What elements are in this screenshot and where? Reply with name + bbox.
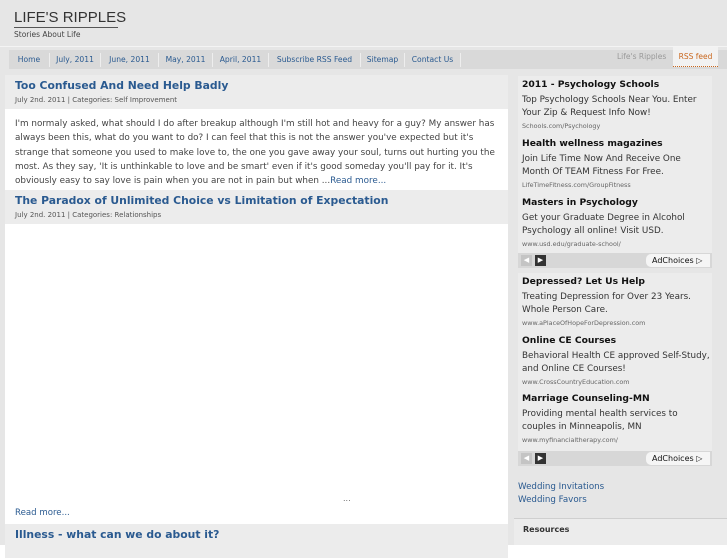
post-header [5,190,508,224]
post-title-link[interactable]: The Paradox of Unlimited Choice vs Limitation of Expectation [15,194,389,207]
nav-item-july-2011[interactable]: July, 2011 [56,55,94,64]
resources-title: Resources [523,525,570,534]
ad-unit[interactable] [522,335,710,386]
ad-footer [518,253,712,268]
ad-next-icon[interactable]: ▶ [535,453,546,464]
post-title-link[interactable]: Too Confused And Need Help Badly [15,79,229,92]
ad-text: Behavioral Health CE approved Self-Study, and Online CE Courses! [522,351,710,374]
ad-unit[interactable] [522,79,710,130]
ad-text: Get your Graduate Degree in Alcohol Psychology all online! Visit USD. [522,213,685,236]
ad-prev-icon[interactable]: ◀ [521,255,532,266]
post-meta: July 2nd. 2011 | Categories: Self Improvement [15,96,178,104]
resources-section [514,518,727,545]
sidebar-link-wedding-favors[interactable]: Wedding Favors [518,495,587,505]
nav-item-april-2011[interactable]: April, 2011 [219,55,262,64]
site-header [0,0,727,46]
site-title[interactable]: LIFE'S RIPPLES [14,9,127,26]
adchoices-label: AdChoices [652,256,694,265]
read-more-link[interactable]: Read more... [330,176,387,187]
post-meta: July 2nd. 2011 | Categories: Relationships [15,211,162,219]
nav-item-subscribe-rss[interactable]: Subscribe RSS Feed [276,55,353,64]
ad-unit[interactable] [522,138,710,189]
ad-text: Join Life Time Now And Receive One Month Of TEAM Fitness For Free. [522,154,681,177]
adchoices-label: AdChoices [652,454,694,463]
ad-text: Treating Depression for Over 23 Years. Whole Person Care. [522,292,691,315]
post-ellipsis: ... [343,494,351,503]
read-more-link[interactable]: Read more... [15,508,70,518]
adchoices-icon: ▷ [696,256,703,265]
ad-title[interactable]: Online CE Courses [522,335,617,346]
adchoices-button[interactable] [646,452,710,465]
ad-title[interactable]: Masters in Psychology [522,197,638,208]
ad-unit[interactable] [522,393,710,444]
adchoices-icon: ▷ [696,454,703,463]
nav-item-sitemap[interactable]: Sitemap [366,55,399,64]
ad-prev-icon[interactable]: ◀ [521,453,532,464]
ad-title[interactable]: Health wellness magazines [522,138,663,149]
post-excerpt [15,117,505,188]
site-tagline: Stories About Life [14,30,81,39]
ad-text: Top Psychology Schools Near You. Enter Your Zip & Request Info Now! [522,95,697,118]
nav-separator [460,53,461,67]
nav-item-contact-us[interactable]: Contact Us [411,55,454,64]
ad-title[interactable]: Depressed? Let Us Help [522,276,645,287]
nav-item-home[interactable]: Home [17,55,41,64]
ad-unit[interactable] [522,197,710,248]
post-excerpt-text: I'm normaly asked, what should I do after breakup although I'm still hot and heavy for a guy? My answer has always been this, what do you want to do? I can feel that this is not the answer you've expected but it's strange that someone you used to make love to, the one you gave away your soul, turns out hurting you the most. As they say, 'It is unthinkable to love and be smart' even if it's good someday you'll pay for it. It's obviously easy to say love is pain when you are not in pain but when ... [15,119,495,187]
nav-bar [0,46,727,69]
ad-url[interactable]: Schools.com/Psychology [522,122,601,130]
adchoices-button[interactable] [646,254,710,267]
content-column [5,75,508,545]
rss-feed-link[interactable]: RSS feed [673,47,718,67]
title-underline [14,27,118,28]
ad-unit[interactable] [522,276,710,327]
ad-block-top [518,76,712,268]
ad-url[interactable]: www.CrossCountryEducation.com [522,378,630,386]
ad-url[interactable]: LifeTimeFitness.com/GroupFitness [522,181,631,189]
ad-text: Providing mental health services to couples in Minneapolis, MN [522,409,678,432]
main-area [0,69,727,545]
nav-site-name[interactable]: Life's Ripples [617,52,667,61]
post-header [5,75,508,109]
ad-footer [518,451,712,466]
ad-title[interactable]: 2011 - Psychology Schools [522,79,660,90]
ad-url[interactable]: www.aPlaceOfHopeForDepression.com [522,319,646,327]
sidebar-link-wedding-invitations[interactable]: Wedding Invitations [518,482,605,492]
nav-item-june-2011[interactable]: June, 2011 [109,55,150,64]
ad-title[interactable]: Marriage Counseling-MN [522,393,650,404]
ad-block-bottom [518,273,712,466]
nav-item-may-2011[interactable]: May, 2011 [165,55,206,64]
post-header [5,524,508,558]
ad-next-icon[interactable]: ▶ [535,255,546,266]
ad-url[interactable]: www.myfinancialtherapy.com/ [522,436,618,444]
ad-url[interactable]: www.usd.edu/graduate-school/ [522,240,621,248]
post-title-link[interactable]: Illness - what can we do about it? [15,528,220,541]
